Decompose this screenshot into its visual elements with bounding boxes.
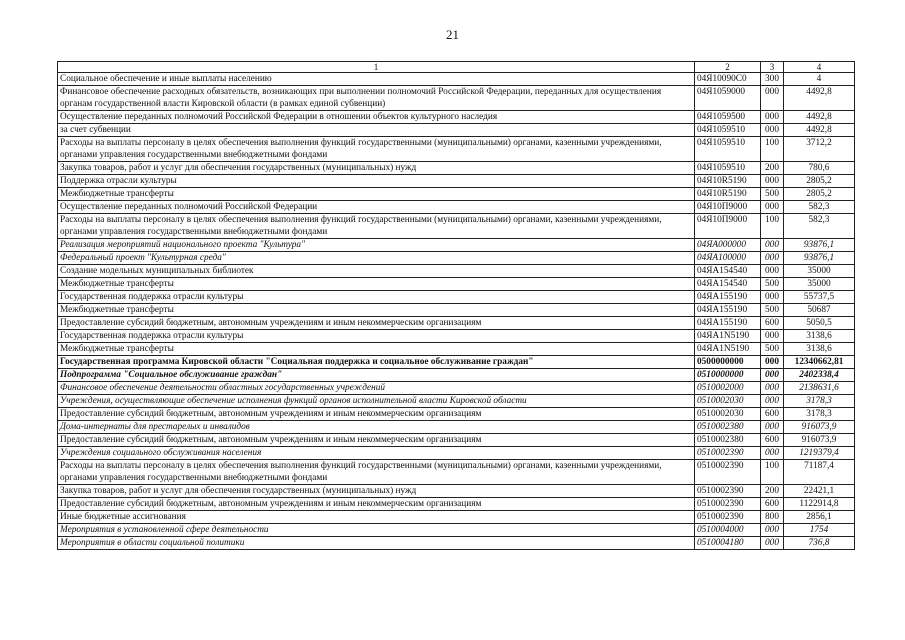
amount-cell: 916073,9	[784, 434, 855, 447]
table-row	[58, 291, 855, 304]
code-cell: 04Я1059510	[695, 162, 761, 175]
name-cell: Учреждения социального обслуживания населения	[58, 447, 695, 460]
name-cell: Федеральный проект "Культурная среда"	[58, 252, 695, 265]
code-cell: 04Я10R5190	[695, 175, 761, 188]
amount-cell: 55737,5	[784, 291, 855, 304]
expense-kind-cell: 600	[761, 408, 784, 421]
name-cell: Осуществление переданных полномочий Российской Федерации	[58, 201, 695, 214]
expense-kind-cell: 100	[761, 137, 784, 162]
code-cell: 0510002380	[695, 421, 761, 434]
name-cell: Межбюджетные трансферты	[58, 343, 695, 356]
code-cell: 0510002030	[695, 408, 761, 421]
name-cell: Осуществление переданных полномочий Российской Федерации в отношении объектов культурного наследия	[58, 111, 695, 124]
name-cell: Предоставление субсидий бюджетным, автономным учреждениям и иным некоммерческим организациям	[58, 408, 695, 421]
expense-kind-cell: 200	[761, 162, 784, 175]
expense-kind-cell: 100	[761, 460, 784, 485]
expense-kind-cell: 000	[761, 291, 784, 304]
name-cell: Расходы на выплаты персоналу в целях обеспечения выполнения функций государственными (муниципальными) органами, казенными учреждениями, органами управления государственными внебюджетными фондами	[58, 460, 695, 485]
page-number: 21	[446, 27, 459, 42]
table-row	[58, 421, 855, 434]
name-cell: Мероприятия в установленной сфере деятельности	[58, 524, 695, 537]
amount-cell: 93876,1	[784, 239, 855, 252]
amount-cell: 2402338,4	[784, 369, 855, 382]
table-row	[58, 537, 855, 550]
name-cell: Межбюджетные трансферты	[58, 278, 695, 291]
expense-kind-cell: 000	[761, 447, 784, 460]
expense-kind-cell: 800	[761, 511, 784, 524]
table-row	[58, 175, 855, 188]
code-cell: 0510000000	[695, 369, 761, 382]
expense-kind-cell: 600	[761, 434, 784, 447]
name-cell: Подпрограмма "Социальное обслуживание граждан"	[58, 369, 695, 382]
expense-kind-cell: 000	[761, 175, 784, 188]
name-cell: Предоставление субсидий бюджетным, автономным учреждениям и иным некоммерческим организациям	[58, 317, 695, 330]
table-row	[58, 317, 855, 330]
code-cell: 04ЯА000000	[695, 239, 761, 252]
amount-cell: 1122914,8	[784, 498, 855, 511]
expense-kind-cell: 500	[761, 278, 784, 291]
table-row	[58, 498, 855, 511]
table-row	[58, 111, 855, 124]
expense-kind-cell: 000	[761, 524, 784, 537]
table-row	[58, 162, 855, 175]
name-cell: Государственная поддержка отрасли культуры	[58, 291, 695, 304]
budget-table	[57, 61, 855, 550]
table-row	[58, 239, 855, 252]
amount-cell: 780,6	[784, 162, 855, 175]
amount-cell: 4492,8	[784, 124, 855, 137]
code-cell: 0510002390	[695, 460, 761, 485]
expense-kind-cell: 000	[761, 86, 784, 111]
name-cell: Иные бюджетные ассигнования	[58, 511, 695, 524]
expense-kind-cell: 500	[761, 304, 784, 317]
amount-cell: 2805,2	[784, 175, 855, 188]
code-cell: 0510004000	[695, 524, 761, 537]
table-row	[58, 278, 855, 291]
expense-kind-cell: 000	[761, 265, 784, 278]
expense-kind-cell: 500	[761, 343, 784, 356]
code-cell: 0510004180	[695, 537, 761, 550]
table-row	[58, 343, 855, 356]
table-row	[58, 304, 855, 317]
amount-cell: 2138631,6	[784, 382, 855, 395]
name-cell: Закупка товаров, работ и услуг для обеспечения государственных (муниципальных) нужд	[58, 162, 695, 175]
amount-cell: 582,3	[784, 214, 855, 239]
code-cell: 0510002390	[695, 498, 761, 511]
table-row	[58, 434, 855, 447]
amount-cell: 3178,3	[784, 408, 855, 421]
amount-cell: 736,8	[784, 537, 855, 550]
code-cell: 0510002390	[695, 485, 761, 498]
expense-kind-cell: 000	[761, 239, 784, 252]
header-row	[58, 62, 855, 73]
amount-cell: 35000	[784, 265, 855, 278]
code-cell: 04ЯА154540	[695, 278, 761, 291]
amount-cell: 3138,6	[784, 330, 855, 343]
code-cell: 04Я1059500	[695, 111, 761, 124]
amount-cell: 35000	[784, 278, 855, 291]
name-cell: Учреждения, осуществляющие обеспечение исполнения функций органов исполнительной власти Кировской области	[58, 395, 695, 408]
amount-cell: 582,3	[784, 201, 855, 214]
name-cell: Финансовое обеспечение деятельности областных государственных учреждений	[58, 382, 695, 395]
name-cell: за счет субвенции	[58, 124, 695, 137]
name-cell: Социальное обеспечение и иные выплаты населению	[58, 73, 695, 86]
table-row	[58, 330, 855, 343]
expense-kind-cell: 000	[761, 356, 784, 369]
table-row	[58, 356, 855, 369]
expense-kind-cell: 000	[761, 111, 784, 124]
amount-cell: 3178,3	[784, 395, 855, 408]
table-row	[58, 460, 855, 485]
table-row	[58, 201, 855, 214]
amount-cell: 4492,8	[784, 86, 855, 111]
expense-kind-cell: 300	[761, 73, 784, 86]
column-header-name: 1	[58, 62, 695, 73]
expense-kind-cell: 000	[761, 124, 784, 137]
code-cell: 0510002380	[695, 434, 761, 447]
amount-cell: 3138,6	[784, 343, 855, 356]
code-cell: 04Я1059510	[695, 124, 761, 137]
table-row	[58, 214, 855, 239]
name-cell: Расходы на выплаты персоналу в целях обеспечения выполнения функций государственными (муниципальными) органами, казенными учреждениями, органами управления государственными внебюджетными фондами	[58, 137, 695, 162]
code-cell: 04ЯА100000	[695, 252, 761, 265]
code-cell: 0510002000	[695, 382, 761, 395]
table-row	[58, 252, 855, 265]
name-cell: Государственная программа Кировской области "Социальная поддержка и социальное обслуживание граждан"	[58, 356, 695, 369]
amount-cell: 2805,2	[784, 188, 855, 201]
expense-kind-cell: 000	[761, 201, 784, 214]
name-cell: Расходы на выплаты персоналу в целях обеспечения выполнения функций государственными (муниципальными) органами, казенными учреждениями, органами управления государственными внебюджетными фондами	[58, 214, 695, 239]
code-cell: 04ЯА155190	[695, 291, 761, 304]
table-row	[58, 265, 855, 278]
table-row	[58, 188, 855, 201]
code-cell: 04ЯА1N5190	[695, 343, 761, 356]
code-cell: 04ЯА1N5190	[695, 330, 761, 343]
name-cell: Реализация мероприятий национального проекта "Культура"	[58, 239, 695, 252]
amount-cell: 3712,2	[784, 137, 855, 162]
expense-kind-cell: 000	[761, 369, 784, 382]
expense-kind-cell: 000	[761, 395, 784, 408]
table-row	[58, 86, 855, 111]
name-cell: Предоставление субсидий бюджетным, автономным учреждениям и иным некоммерческим организациям	[58, 498, 695, 511]
table-row	[58, 395, 855, 408]
table-row	[58, 73, 855, 86]
table-row	[58, 511, 855, 524]
name-cell: Предоставление субсидий бюджетным, автономным учреждениям и иным некоммерческим организациям	[58, 434, 695, 447]
code-cell: 0510002390	[695, 511, 761, 524]
expense-kind-cell: 000	[761, 421, 784, 434]
code-cell: 04ЯА155190	[695, 317, 761, 330]
amount-cell: 1219379,4	[784, 447, 855, 460]
column-header-kind: 3	[761, 62, 784, 73]
column-header-amount: 4	[784, 62, 855, 73]
expense-kind-cell: 200	[761, 485, 784, 498]
table-row	[58, 382, 855, 395]
table-row	[58, 485, 855, 498]
amount-cell: 22421,1	[784, 485, 855, 498]
table-row	[58, 447, 855, 460]
code-cell: 04Я10R5190	[695, 188, 761, 201]
amount-cell: 1754	[784, 524, 855, 537]
amount-cell: 916073,9	[784, 421, 855, 434]
name-cell: Финансовое обеспечение расходных обязательств, возникающих при выполнении полномочий Российской Федерации, переданных для осуществления органам государственной власти Кировской области (в рамках единой субвенции)	[58, 86, 695, 111]
name-cell: Государственная поддержка отрасли культуры	[58, 330, 695, 343]
name-cell: Дома-интернаты для престарелых и инвалидов	[58, 421, 695, 434]
expense-kind-cell: 500	[761, 188, 784, 201]
table-row	[58, 369, 855, 382]
name-cell: Поддержка отрасли культуры	[58, 175, 695, 188]
amount-cell: 5050,5	[784, 317, 855, 330]
amount-cell: 2856,1	[784, 511, 855, 524]
expense-kind-cell: 000	[761, 382, 784, 395]
name-cell: Мероприятия в области социальной политики	[58, 537, 695, 550]
amount-cell: 93876,1	[784, 252, 855, 265]
code-cell: 04ЯА154540	[695, 265, 761, 278]
expense-kind-cell: 100	[761, 214, 784, 239]
table-row	[58, 124, 855, 137]
amount-cell: 50687	[784, 304, 855, 317]
expense-kind-cell: 600	[761, 317, 784, 330]
expense-kind-cell: 600	[761, 498, 784, 511]
code-cell: 0510002030	[695, 395, 761, 408]
name-cell: Создание модельных муниципальных библиотек	[58, 265, 695, 278]
expense-kind-cell: 000	[761, 252, 784, 265]
code-cell: 0510002390	[695, 447, 761, 460]
code-cell: 0500000000	[695, 356, 761, 369]
name-cell: Межбюджетные трансферты	[58, 188, 695, 201]
name-cell: Межбюджетные трансферты	[58, 304, 695, 317]
amount-cell: 12340662,81	[784, 356, 855, 369]
column-header-code: 2	[695, 62, 761, 73]
table-row	[58, 524, 855, 537]
expense-kind-cell: 000	[761, 330, 784, 343]
code-cell: 04ЯА155190	[695, 304, 761, 317]
code-cell: 04Я1059510	[695, 137, 761, 162]
code-cell: 04Я10П9000	[695, 201, 761, 214]
code-cell: 04Я1059000	[695, 86, 761, 111]
amount-cell: 71187,4	[784, 460, 855, 485]
code-cell: 04Я10П9000	[695, 214, 761, 239]
table-row	[58, 137, 855, 162]
table-row	[58, 408, 855, 421]
table-body	[58, 73, 855, 550]
expense-kind-cell: 000	[761, 537, 784, 550]
name-cell: Закупка товаров, работ и услуг для обеспечения государственных (муниципальных) нужд	[58, 485, 695, 498]
amount-cell: 4	[784, 73, 855, 86]
amount-cell: 4492,8	[784, 111, 855, 124]
code-cell: 04Я10090С0	[695, 73, 761, 86]
